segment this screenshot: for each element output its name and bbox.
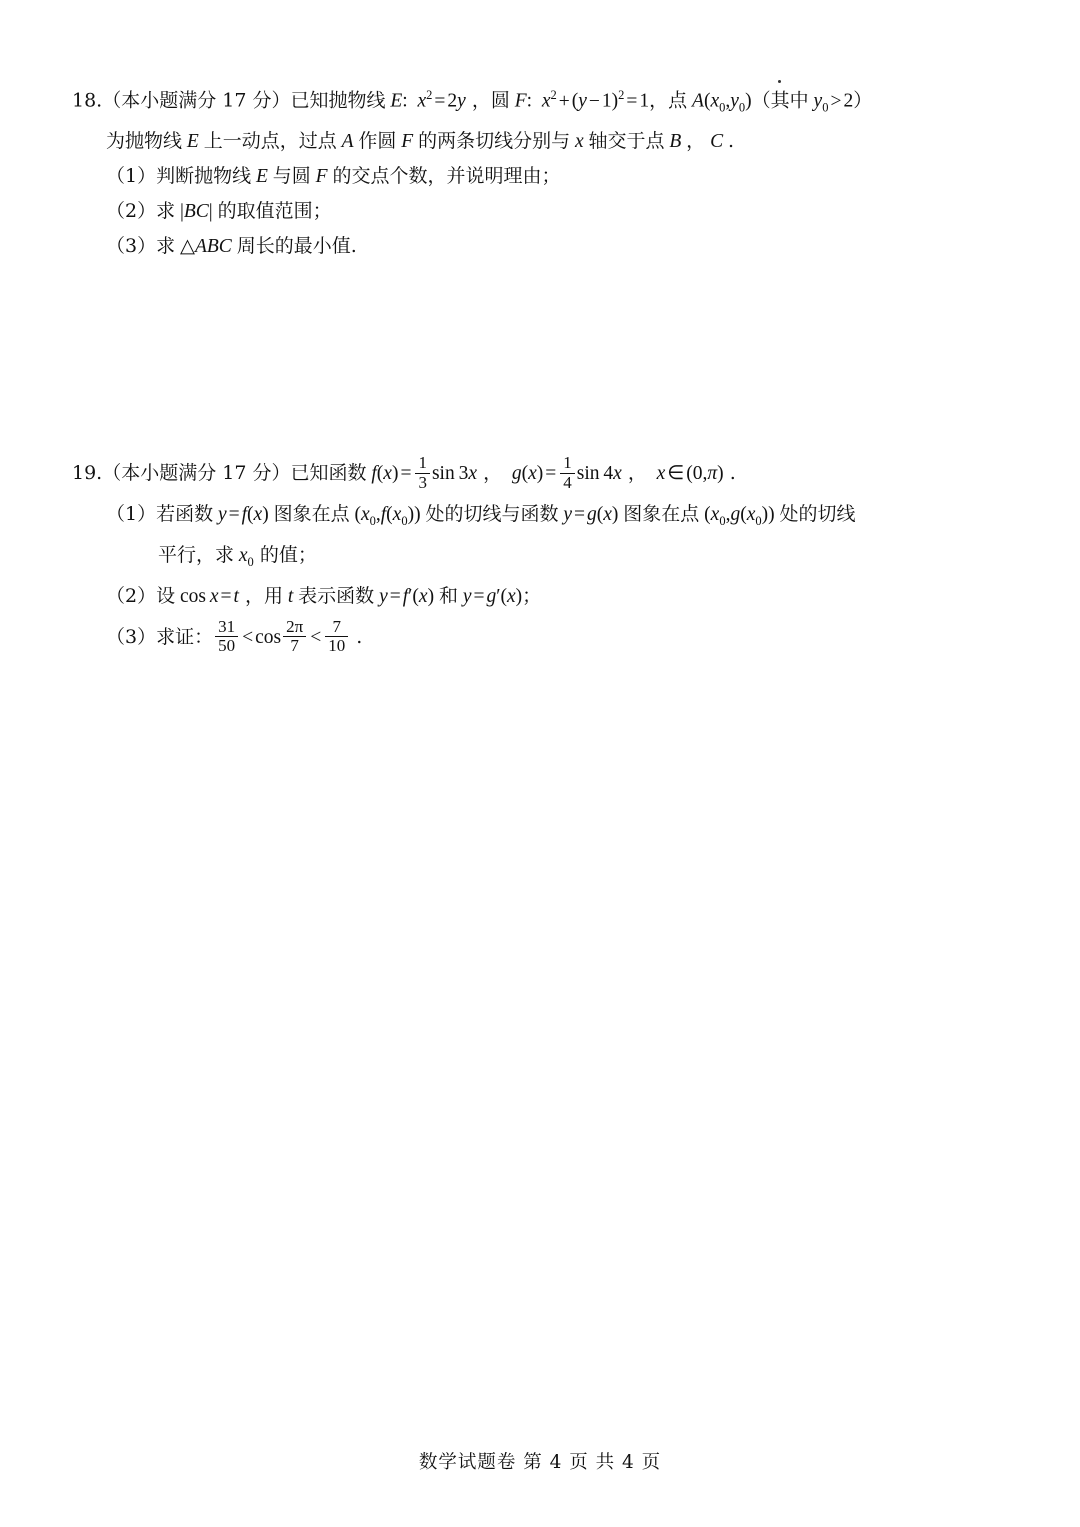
question-19-part-3: （3）求证： $\frac{31}{50}$ < cos $\frac{2\pi}{7}$ < $\frac{7}{10}$ . [106,616,363,656]
question-19-part-2: （2）设 cos x = t ，用 t 表示函数 y = f′(x) 和 y = g′(x)； [106,585,542,608]
question-19 [72,450,1012,661]
question-19-stem-line-1: 19.（本小题满分 17 分）已知函数 f(x) = $\frac{1}{3}$ sin 3x ， g(x) = $\frac{1}{4}$ sin 4x ， x ∈ (0,π) . [72,453,736,492]
fraction-one-third: $\frac{1}{3}$ [415,454,430,492]
question-18-stem-line-1: 18.（本小题满分 17 分）已知抛物线 E: $x^2 = 2y$ ，圆 F: $x^2 + (y - 1)^2 = 1$，点 $A(x_0,y_0)$（其中 $y_0 > 2$） [72,88,873,115]
question-19-part-1-line-2: 平行，求 $x_0$ 的值； [158,544,317,570]
answer-space-18 [72,264,1012,450]
question-18-points: （本小题满分 17 分） [102,89,291,112]
fraction-one-fourth: $\frac{1}{4}$ [560,454,575,492]
question-18-number: 18. [72,89,103,112]
question-19-number: 19. [72,462,103,485]
question-19-points: （本小题满分 17 分） [102,462,291,485]
page-footer: 数学试题卷 第 4 页 共 4 页 [418,1452,662,1473]
question-18-part-1: （1）判断抛物线 E 与圆 F 的交点个数，并说明理由； [106,165,561,188]
fraction-7-10: $\frac{7}{10}$ [325,618,348,656]
fraction-31-50: $\frac{31}{50}$ [215,618,238,656]
question-19-lead: 已知函数 [290,462,367,485]
question-18 [72,78,1012,264]
question-18-part-3: （3）求 △ABC 周长的最小值. [106,235,357,258]
question-18-lead: 已知抛物线 [290,89,386,112]
question-18-stem-line-2: 为抛物线 E 上一动点，过点 A 作圆 F 的两条切线分别与 x 轴交于点 B ， C . [106,130,734,153]
page-content [72,78,1012,661]
question-18-part-2: （2）求 |BC| 的取值范围； [106,200,332,223]
fraction-2pi-7: $\frac{2\pi}{7}$ [283,618,306,656]
question-19-part-1-line-1: （1）若函数 y = f(x) 图象在点 $(x_0,f(x_0))$ 处的切线与函数 y = g(x) 图象在点 $(x_0,g(x_0))$ 处的切线 [106,503,856,529]
cos-label: cos [255,627,282,649]
